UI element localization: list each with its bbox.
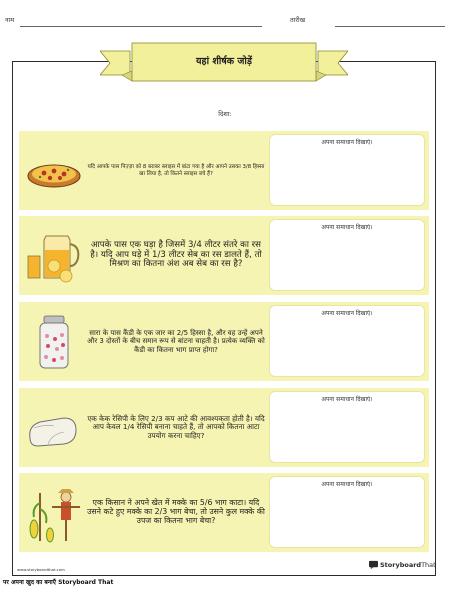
logo-icon (369, 560, 378, 569)
candy-jar-icon (24, 312, 84, 372)
question-row (19, 473, 429, 552)
answer-box[interactable] (269, 391, 425, 463)
date-label: तारीख (290, 16, 306, 24)
title-banner (100, 41, 348, 85)
question-row (19, 131, 429, 210)
question-cell (19, 131, 267, 210)
page-title[interactable]: यहां शीर्षक जोड़ें (196, 55, 252, 67)
question-cell (19, 302, 267, 381)
answer-label: अपना समाधान दिखाएं। (321, 481, 373, 488)
question-row (19, 302, 429, 381)
instructions-label[interactable]: दिशा: (218, 110, 232, 118)
corn-scarecrow-icon (24, 483, 84, 543)
question-text: यदि आपके पास पिज़्ज़ा को 8 बराबर स्लाइस में बांटा गया है और आपने उसका 3/8 हिस्सा खा लिया है, तो कितने स्लाइस बचे हैं? (87, 164, 265, 177)
question-cell (19, 388, 267, 467)
name-label: नाम (5, 16, 15, 24)
logo-text: StoryboardThat (380, 560, 436, 569)
answer-label: अपना समाधान दिखाएं। (321, 139, 373, 146)
question-text: एक केक रेसिपी के लिए 2/3 कप आटे की आवश्यकता होती है। यदि आप केवल 1/4 रेसिपी बनाना चाहते हैं, तो आपको कितना आटा उपयोग करना चाहिए? (87, 414, 265, 440)
answer-label: अपना समाधान दिखाएं। (321, 224, 373, 231)
question-row (19, 388, 429, 467)
flour-bag-icon (24, 398, 84, 458)
answer-box[interactable] (269, 476, 425, 548)
pizza-icon (24, 141, 84, 201)
credit-line[interactable]: पर अपना खुद का बनाएँ Storyboard That (3, 579, 114, 586)
name-field-line[interactable] (20, 26, 262, 27)
date-field-line[interactable] (335, 26, 445, 27)
question-cell (19, 473, 267, 552)
question-text: एक किसान ने अपने खेत में मक्के का 5/6 भाग काटा। यदि उसने कटे हुए मक्के का 2/3 भाग बेचा, तो उसने कुल मक्के की उपज का कितना भाग बेचा? (87, 498, 265, 525)
question-row (19, 216, 429, 295)
question-text: सारा के पास कैंडी के एक जार का 2/5 हिस्सा है, और वह उन्हें अपने और 3 दोस्तों के बीच समान रूप से बांटना चाहती है। प्रत्येक व्यक्ति को कैंडी का कितना भाग प्राप्त होगा? (87, 329, 265, 354)
answer-box[interactable] (269, 305, 425, 377)
question-text: आपके पास एक घड़ा है जिसमें 3/4 लीटर संतरे का रस है। यदि आप घड़े में 1/3 लीटर सेब का रस डालते हैं, तो मिश्रण का कितना अंश अब सेब का रस है? (90, 239, 262, 270)
footer-site[interactable]: www.storyboardthat.com (17, 567, 65, 572)
question-cell (19, 216, 267, 295)
storyboard-that-logo[interactable] (369, 560, 436, 569)
answer-box[interactable] (269, 219, 425, 291)
answer-label: अपना समाधान दिखाएं। (321, 310, 373, 317)
juice-pitcher-icon (24, 226, 84, 286)
answer-box[interactable] (269, 134, 425, 206)
answer-label: अपना समाधान दिखाएं। (321, 396, 373, 403)
